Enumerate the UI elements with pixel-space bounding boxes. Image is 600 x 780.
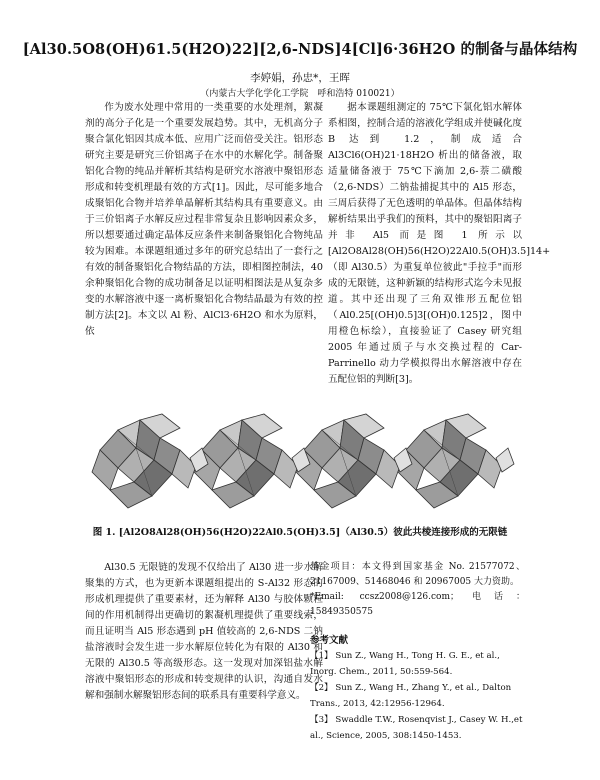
crystal-structure-figure [90, 398, 520, 518]
cluster-unit-4 [398, 414, 502, 508]
paragraph: 作为废水处理中常用的一类重要的水处理剂，絮凝剂的高分子化是一个重要发展趋势。其中，无机高分子聚合氯化铝因其成本低、应用广泛而倍受关注。铝形态研究主要是研究三价铝离子在水中的水解化学。制备聚铝化合物的纯品并解析其结构是研究水溶液中聚铝形态形成和转变机理最有效的方式[1]。因此，尽可能多地合成聚铝化合物并培养单晶解析其结构具有重要意义。由于三价铝离子水解反应过程非常复杂且影响因素众多，所以想要通过确定晶体反应条件来制备聚铝化合物纯品较为困难。本课题组通过多年的研究总结出了一套行之有效的制备聚铝化合物结晶的方法，即相图控制法，40余种聚铝化合物的成功制备足以证明相图法是从复杂多变的水解溶液中逐一离析聚铝化合物结晶最为有效的控制方法[2]。本文以 Al 粉、AlCl3·6H2O 和水为原料，依 [85, 102, 323, 337]
footnote-block [310, 560, 525, 620]
body-left-column-lower [85, 560, 323, 704]
body-left-column [85, 100, 323, 340]
paper-title: [Al30.5O8(OH)61.5(H2O)22][2,6-NDS]4[Cl]6·36H2O 的制备与晶体结构 [22, 41, 578, 58]
funding-note: 基金项目：本文得到国家基金 No. 21577072、21167009、51468046 和 20967005 大力资助。 [310, 562, 525, 587]
paragraph: Al30.5 无限链的发现不仅给出了 Al30 进一步水解聚集的方式，也为更新本课题组提出的 S-Al32 形态的形成机理提供了重要素材，还为解释 Al30 与胶体颗粒间的作用机制得出更确切的絮凝机理提供了重要线索，而且证明当 Al5 形态遇到 pH 值较高的 2,6-NDS 二钠盐溶液时会发生进一步水解原位转化为有限的 Al30 和无限的 Al30.5 等高级形态。这一发现对加深铝盐水解溶液中聚铝形态的形成和转变规律的认识，沟通自发水解和强制水解聚铝形态间的联系具有重要科学意义。 [85, 562, 323, 701]
cluster-unit-2 [194, 414, 298, 508]
body-right-column [328, 100, 551, 388]
affiliation: （内蒙古大学化学化工学院 呼和浩特 010021） [200, 89, 400, 99]
reference-item: 【3】 Swaddle T.W., Rosenqvist J., Casey W. H.,et al., Science, 2005, 308:1450-1453. [310, 715, 523, 741]
figure-caption: 图 1. [Al2O8Al28(OH)56(H2O)22Al0.5(OH)3.5]（Al30.5）彼此共棱连接形成的无限链 [92, 527, 508, 538]
cluster-unit-3 [296, 414, 400, 508]
references-heading: 参考文献 [310, 635, 349, 646]
email-note[interactable]: *Email: ccsz2008@126.com；电话：15849350575 [310, 592, 525, 617]
authors: 李婷娟，孙忠*，王晖 [250, 72, 350, 84]
references-list [310, 648, 525, 744]
polyhedra-chain-image [90, 398, 520, 518]
cluster-unit-1 [92, 414, 196, 508]
paragraph: 据本课题组测定的 75℃下氯化铝水解体系相图，控制合适的溶液化学组成并使碱化度 B 达到 1.2，制成适合 Al3Cl6(OH)21·18H2O 析出的储备液，取适量储备液于 75℃下滴加 2,6-萘二磺酸（2,6-NDS）二钠盐捕捉其中的 Al5 形态，三周后获得了无色透明的单晶体。但晶体结构解析结果出乎我们的预料，其中的聚铝阳离子并非 Al5 而是图 1 所示以 [Al2O8Al28(OH)56(H2O)22Al0.5(OH)3.5]14+（即 Al30.5）为重复单位彼此"手拉手"而形成的无限链，这种新颖的结构形式迄今未见报道。其中还出现了三角双锥形五配位铝（Al0.25[(OH)0.5]3[(OH)0.125]2，图中用橙色标绘），直接验证了 Casey 研究组 2005 年通过质子与水交换过程的 Car-Parrinello 动力学模拟得出水解溶液中存在五配位铝的判断[3]。 [328, 102, 551, 385]
reference-item: 【2】 Sun Z., Wang H., Zhang Y., et al., Dalton Trans., 2013, 42:12956-12964. [310, 683, 512, 709]
reference-item: 【1】 Sun Z., Wang H., Tong H. G. E., et al., Inorg. Chem., 2011, 50:559-564. [310, 651, 500, 677]
